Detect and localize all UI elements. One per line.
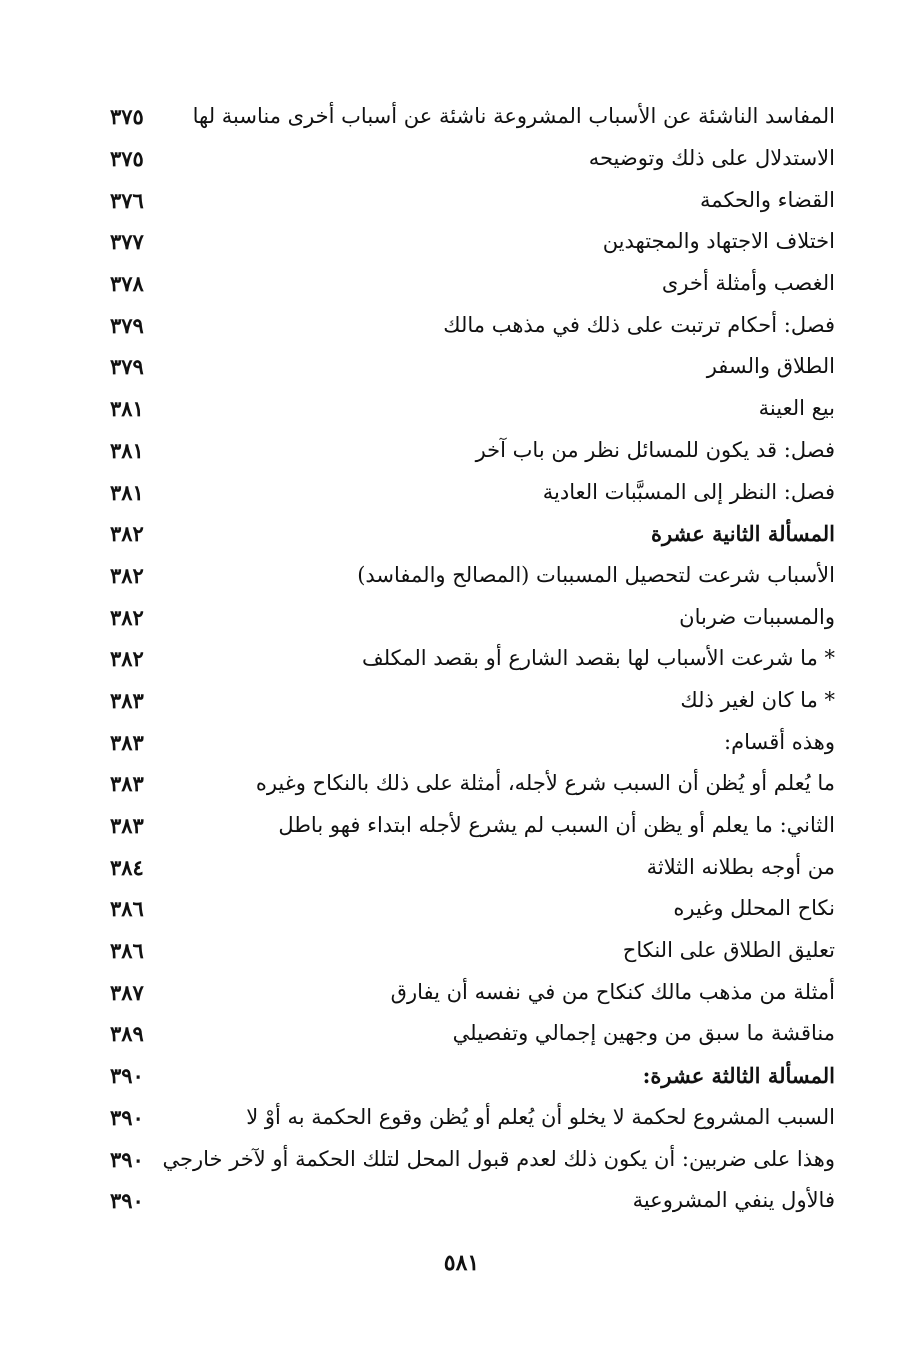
section-heading: المسألة الثانية عشرة <box>650 521 835 547</box>
entry-page-number: ٣٨٢ <box>110 562 144 588</box>
entry-page-number: ٣٧٦ <box>110 187 144 213</box>
toc-entry <box>110 263 835 305</box>
toc-entry <box>110 138 835 180</box>
entry-page-number: ٣٨٣ <box>110 729 144 755</box>
entry-title: القضاء والحكمة <box>700 187 835 212</box>
toc-entry <box>110 888 835 930</box>
toc-entry <box>110 930 835 972</box>
toc-entry <box>110 721 835 763</box>
toc-entry <box>110 846 835 888</box>
entry-title: الثاني: ما يعلم أو يظن أن السبب لم يشرع لأجله ابتداء فهو باطل <box>278 813 835 838</box>
toc-entry <box>110 1055 835 1097</box>
entry-title: من أوجه بطلانه الثلاثة <box>646 854 835 879</box>
entry-page-number: ٣٨٢ <box>110 646 144 672</box>
entry-page-number: ٣٨٦ <box>110 896 144 922</box>
toc-entry <box>110 179 835 221</box>
entry-title: فالأول ينفي المشروعية <box>632 1188 835 1213</box>
toc-entry <box>110 346 835 388</box>
entry-title: الأسباب شرعت لتحصيل المسببات (المصالح والمفاسد) <box>357 562 835 587</box>
table-of-contents <box>110 96 835 1222</box>
toc-entry <box>110 513 835 555</box>
toc-entry <box>110 763 835 805</box>
entry-page-number: ٣٨٦ <box>110 938 144 964</box>
entry-page-number: ٣٧٥ <box>110 146 144 172</box>
entry-title: تعليق الطلاق على النكاح <box>622 938 835 963</box>
toc-entry <box>110 596 835 638</box>
entry-title: اختلاف الاجتهاد والمجتهدين <box>602 229 835 254</box>
toc-entry <box>110 471 835 513</box>
entry-title: السبب المشروع لحكمة لا يخلو أن يُعلم أو يُظن وقوع الحكمة به أوْ لا <box>246 1104 835 1129</box>
toc-entry <box>110 555 835 597</box>
entry-page-number: ٣٧٩ <box>110 312 144 338</box>
toc-entry <box>110 1138 835 1180</box>
entry-page-number: ٣٩٠ <box>110 1146 144 1172</box>
entry-title: ما يُعلم أو يُظن أن السبب شرع لأجله، أمثلة على ذلك بالنكاح وغيره <box>255 771 835 796</box>
entry-page-number: ٣٩٠ <box>110 1063 144 1089</box>
entry-page-number: ٣٨٣ <box>110 771 144 797</box>
toc-entry <box>110 1097 835 1139</box>
toc-entry <box>110 971 835 1013</box>
entry-page-number: ٣٨١ <box>110 437 144 463</box>
entry-page-number: ٣٧٧ <box>110 229 144 255</box>
entry-page-number: ٣٧٥ <box>110 104 144 130</box>
entry-title: فصل: النظر إلى المسبَّبات العادية <box>542 479 835 504</box>
entry-title: فصل: أحكام ترتبت على ذلك في مذهب مالك <box>443 312 835 337</box>
toc-entry <box>110 430 835 472</box>
entry-title: وهذه أقسام: <box>724 729 835 754</box>
page-number: ٥٨١ <box>443 1250 480 1276</box>
toc-entry <box>110 1013 835 1055</box>
entry-page-number: ٣٨٩ <box>110 1021 144 1047</box>
toc-entry <box>110 638 835 680</box>
entry-title: * ما كان لغير ذلك <box>680 687 835 712</box>
entry-page-number: ٣٧٩ <box>110 354 144 380</box>
entry-page-number: ٣٨٣ <box>110 687 144 713</box>
entry-page-number: ٣٨٧ <box>110 979 144 1005</box>
entry-page-number: ٣٩٠ <box>110 1188 144 1214</box>
toc-entry <box>110 1180 835 1222</box>
entry-page-number: ٣٨٢ <box>110 521 144 547</box>
toc-entry <box>110 96 835 138</box>
entry-page-number: ٣٨١ <box>110 479 144 505</box>
entry-title: المفاسد الناشئة عن الأسباب المشروعة ناشئة عن أسباب أخرى مناسبة لها <box>192 104 835 129</box>
entry-title: أمثلة من مذهب مالك كنكاح من في نفسه أن يفارق <box>390 979 835 1004</box>
entry-title: الاستدلال على ذلك وتوضيحه <box>588 146 835 171</box>
toc-entry <box>110 388 835 430</box>
entry-page-number: ٣٨١ <box>110 396 144 422</box>
entry-page-number: ٣٩٠ <box>110 1104 144 1130</box>
entry-title: وهذا على ضربين: أن يكون ذلك لعدم قبول المحل لتلك الحكمة أو لآخر خارجي <box>162 1146 835 1171</box>
entry-title: * ما شرعت الأسباب لها بقصد الشارع أو بقصد المكلف <box>361 646 835 671</box>
toc-entry <box>110 680 835 722</box>
entry-title: نكاح المحلل وغيره <box>673 896 835 921</box>
entry-title: الغصب وأمثلة أخرى <box>661 271 835 296</box>
entry-page-number: ٣٨٢ <box>110 604 144 630</box>
entry-page-number: ٣٨٤ <box>110 854 144 880</box>
entry-title: فصل: قد يكون للمسائل نظر من باب آخر <box>475 437 835 462</box>
toc-entry <box>110 221 835 263</box>
toc-entry <box>110 805 835 847</box>
section-heading: المسألة الثالثة عشرة: <box>642 1063 835 1089</box>
entry-title: مناقشة ما سبق من وجهين إجمالي وتفصيلي <box>452 1021 835 1046</box>
toc-entry <box>110 304 835 346</box>
entry-title: بيع العينة <box>758 396 835 421</box>
entry-title: والمسببات ضربان <box>679 604 835 629</box>
entry-title: الطلاق والسفر <box>706 354 835 379</box>
entry-page-number: ٣٨٣ <box>110 813 144 839</box>
entry-page-number: ٣٧٨ <box>110 271 144 297</box>
